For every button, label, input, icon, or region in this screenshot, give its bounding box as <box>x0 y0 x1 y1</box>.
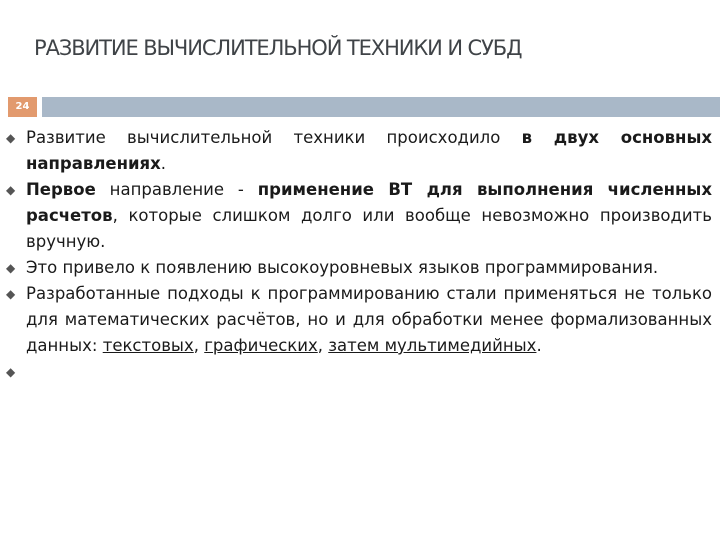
bullet-item <box>6 255 712 281</box>
bullet-text-part: затем мультимедийных <box>328 336 537 355</box>
bullet-text-part: Первое <box>26 180 96 199</box>
bullet-text-part: графических <box>204 336 318 355</box>
bullet-text-part: . <box>536 336 542 355</box>
slide-number: 24 <box>8 97 37 117</box>
bullet-text <box>26 362 31 381</box>
bullet-text-part: , <box>317 336 329 355</box>
bullet-text <box>26 128 712 173</box>
bullet-item <box>6 359 712 385</box>
bullet-list <box>6 125 712 385</box>
title-rule-bar <box>42 97 720 117</box>
bullet-icon: ◆ <box>6 183 16 197</box>
bullet-text-part: применение ВТ для выполнения численных расчетов <box>26 180 712 225</box>
bullet-text-part: Разработанные подходы к программированию стали применяться не только для математических расчётов, но и для обработки менее формализованных данных: <box>26 284 712 355</box>
bullet-icon: ◆ <box>6 261 16 275</box>
bullet-text <box>26 258 658 277</box>
bullet-item <box>6 281 712 359</box>
bullet-icon: ◆ <box>6 131 16 145</box>
bullet-text-part: направление - <box>95 180 258 199</box>
bullet-text <box>26 284 712 355</box>
bullet-text-part: текстовых <box>102 336 194 355</box>
bullet-text-part: , которые слишком долго или вообще невозможно производить вручную. <box>26 206 712 251</box>
bullet-text <box>26 180 712 251</box>
bullet-item <box>6 177 712 255</box>
bullet-text-part: Это привело к появлению высокоуровневых языков программирования. <box>26 258 659 277</box>
bullet-icon: ◆ <box>6 287 16 301</box>
bullet-icon: ◆ <box>6 365 16 379</box>
bullet-text-part: , <box>193 336 205 355</box>
bullet-text-part: Развитие вычислительной техники происходило <box>26 128 522 147</box>
bullet-text-part: . <box>160 154 167 173</box>
bullet-item <box>6 125 712 177</box>
slide-title: РАЗВИТИЕ ВЫЧИСЛИТЕЛЬНОЙ ТЕХНИКИ И СУБД <box>34 36 522 60</box>
bullet-text-part: в двух основных направлениях <box>26 128 713 173</box>
